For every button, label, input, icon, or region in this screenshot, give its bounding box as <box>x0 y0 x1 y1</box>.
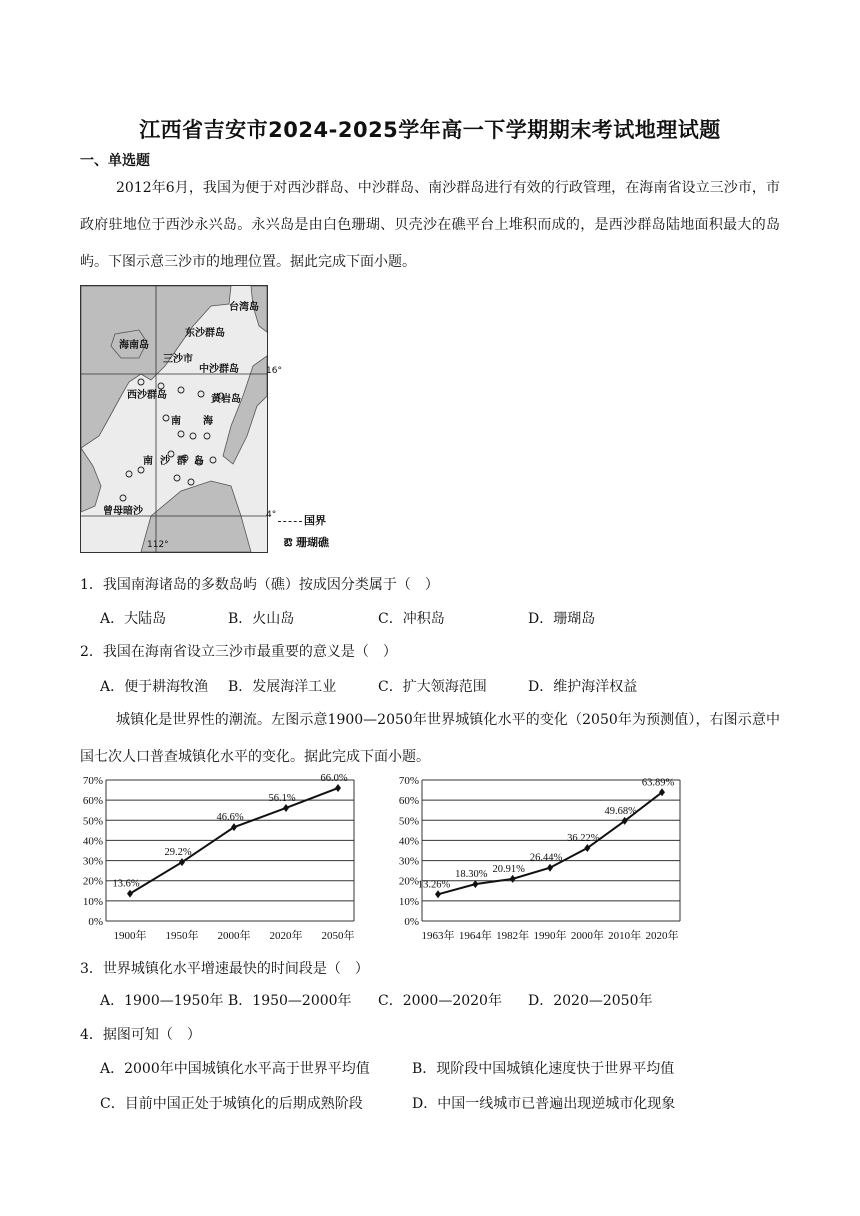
q4-option-b[interactable]: B．现阶段中国城镇化速度快于世界平均值 <box>412 1061 675 1077</box>
map-label-lat4: 4° <box>266 510 277 520</box>
x-tick-label: 1964年 <box>458 930 492 942</box>
map-label-huangyan: 黄岩岛 <box>211 394 241 405</box>
question-3: 3．世界城镇化水平增速最快的时间段是（ ） <box>80 961 369 977</box>
y-tick-label: 20% <box>398 875 419 888</box>
world-urbanization-chart <box>60 768 370 952</box>
y-tick-label: 50% <box>82 815 103 828</box>
data-point <box>127 890 133 898</box>
map-label-nansha: 南 沙 群 岛 <box>143 456 204 467</box>
coral-reef-icon: ఔ <box>284 536 293 549</box>
sansha-map <box>80 285 268 553</box>
legend-reef-label: 珊瑚礁 <box>296 536 330 549</box>
x-tick-label: 2000年 <box>570 930 604 942</box>
x-tick-label: 1900年 <box>113 930 147 942</box>
q2-option-d[interactable]: D．维护海洋权益 <box>528 679 638 695</box>
q3-option-b[interactable]: B．1950—2000年 <box>228 993 352 1009</box>
data-point <box>179 858 185 866</box>
x-tick-label: 2000年 <box>217 930 251 942</box>
map-label-nan: 南 <box>171 416 181 427</box>
data-point <box>472 880 478 888</box>
china-urbanization-chart <box>388 768 688 952</box>
x-tick-label: 2020年 <box>645 930 679 942</box>
y-tick-label: 50% <box>398 815 419 828</box>
data-label: 49.68% <box>604 805 637 817</box>
legend-border-label: 国界 <box>304 514 326 527</box>
map-label-taiwan: 台湾岛 <box>229 302 259 313</box>
passage-2: 城镇化是世界性的潮流。左图示意1900—2050年世界城镇化水平的变化（2050年为预测值），右图示意中国七次人口普查城镇化水平的变化。据此完成下面小题。 <box>80 712 780 765</box>
map-label-lat16: 16° <box>266 366 282 376</box>
map-label-hai: 海 <box>203 416 213 427</box>
q2-option-b[interactable]: B．发展海洋工业 <box>228 679 337 695</box>
x-tick-label: 2050年 <box>321 930 355 942</box>
map-label-hainan: 海南岛 <box>119 340 149 351</box>
q2-option-c[interactable]: C．扩大领海范围 <box>378 679 487 695</box>
map-label-lon112: 112° <box>147 540 169 550</box>
x-tick-label: 1950年 <box>165 930 199 942</box>
x-tick-label: 1963年 <box>421 930 455 942</box>
data-point <box>283 804 289 812</box>
y-tick-label: 0% <box>404 916 419 928</box>
x-tick-label: 1990年 <box>533 930 567 942</box>
y-tick-label: 10% <box>398 895 419 908</box>
data-point <box>584 844 590 852</box>
q1-option-a[interactable]: A．大陆岛 <box>100 611 167 627</box>
data-label: 18.30% <box>455 869 488 881</box>
legend-reef <box>270 534 329 552</box>
map-label-zhongsha: 中沙群岛 <box>199 364 239 375</box>
legend-border <box>270 512 326 528</box>
y-tick-label: 20% <box>82 875 103 888</box>
data-label: 36.22% <box>567 833 600 845</box>
question-2: 2．我国在海南省设立三沙市最重要的意义是（ ） <box>80 644 397 660</box>
y-tick-label: 30% <box>82 855 103 868</box>
section-heading: 一、单选题 <box>80 153 150 169</box>
data-label: 46.6% <box>216 812 244 824</box>
q3-option-a[interactable]: A．1900—1950年 <box>100 993 224 1009</box>
question-4: 4．据图可知（ ） <box>80 1027 201 1043</box>
y-tick-label: 70% <box>398 775 419 787</box>
x-tick-label: 2020年 <box>269 930 303 942</box>
y-tick-label: 40% <box>398 835 419 848</box>
data-point <box>510 875 516 883</box>
x-tick-label: 1982年 <box>496 930 530 942</box>
q4-option-c[interactable]: C．目前中国正处于城镇化的后期成熟阶段 <box>100 1096 363 1112</box>
data-point <box>435 890 441 898</box>
q1-option-c[interactable]: C．冲积岛 <box>378 611 445 627</box>
x-tick-label: 2010年 <box>608 930 642 942</box>
data-label: 13.26% <box>417 879 451 891</box>
y-tick-label: 0% <box>88 916 103 928</box>
q3-option-d[interactable]: D．2020—2050年 <box>528 993 653 1009</box>
border-line-icon <box>278 521 302 522</box>
data-label: 13.6% <box>112 878 140 890</box>
y-tick-label: 10% <box>82 895 103 908</box>
data-label: 56.1% <box>268 792 296 804</box>
data-label: 26.44% <box>529 852 563 864</box>
q4-option-d[interactable]: D．中国一线城市已普遍出现逆城市化现象 <box>412 1096 676 1112</box>
map-label-zengmu: 曾母暗沙 <box>103 506 143 517</box>
page-title: 江西省吉安市2024-2025学年高一下学期期末考试地理试题 <box>139 118 721 142</box>
q1-option-b[interactable]: B．火山岛 <box>228 611 295 627</box>
data-label: 29.2% <box>164 847 192 859</box>
q2-option-a[interactable]: A．便于耕海牧渔 <box>100 679 209 695</box>
map-label-sansha: 三沙市 <box>163 354 193 365</box>
data-point <box>547 864 553 872</box>
y-tick-label: 30% <box>398 855 419 868</box>
y-tick-label: 70% <box>82 775 103 787</box>
y-tick-label: 60% <box>398 795 419 808</box>
data-point <box>231 823 237 831</box>
question-1: 1．我国南海诸岛的多数岛屿（礁）按成因分类属于（ ） <box>80 577 439 593</box>
q4-option-a[interactable]: A．2000年中国城镇化水平高于世界平均值 <box>100 1061 370 1077</box>
passage-1: 2012年6月，我国为便于对西沙群岛、中沙群岛、南沙群岛进行有效的行政管理，在海南省设立三沙市，市政府驻地位于西沙永兴岛。永兴岛是由白色珊瑚、贝壳沙在礁平台上堆积而成的，是西沙群岛陆地面积最大的岛屿。下图示意三沙市的地理位置。据此完成下面小题。 <box>80 180 780 270</box>
q3-option-c[interactable]: C．2000—2020年 <box>378 993 502 1009</box>
y-tick-label: 60% <box>82 795 103 808</box>
data-label: 63.89% <box>641 777 675 789</box>
map-label-dongsha: 东沙群岛 <box>185 328 225 339</box>
data-label: 66.0% <box>320 773 348 785</box>
data-point <box>335 784 341 792</box>
q1-option-d[interactable]: D．珊瑚岛 <box>528 611 596 627</box>
data-label: 20.91% <box>492 863 525 875</box>
y-tick-label: 40% <box>82 835 103 848</box>
map-label-xisha: 西沙群岛 <box>127 390 167 401</box>
